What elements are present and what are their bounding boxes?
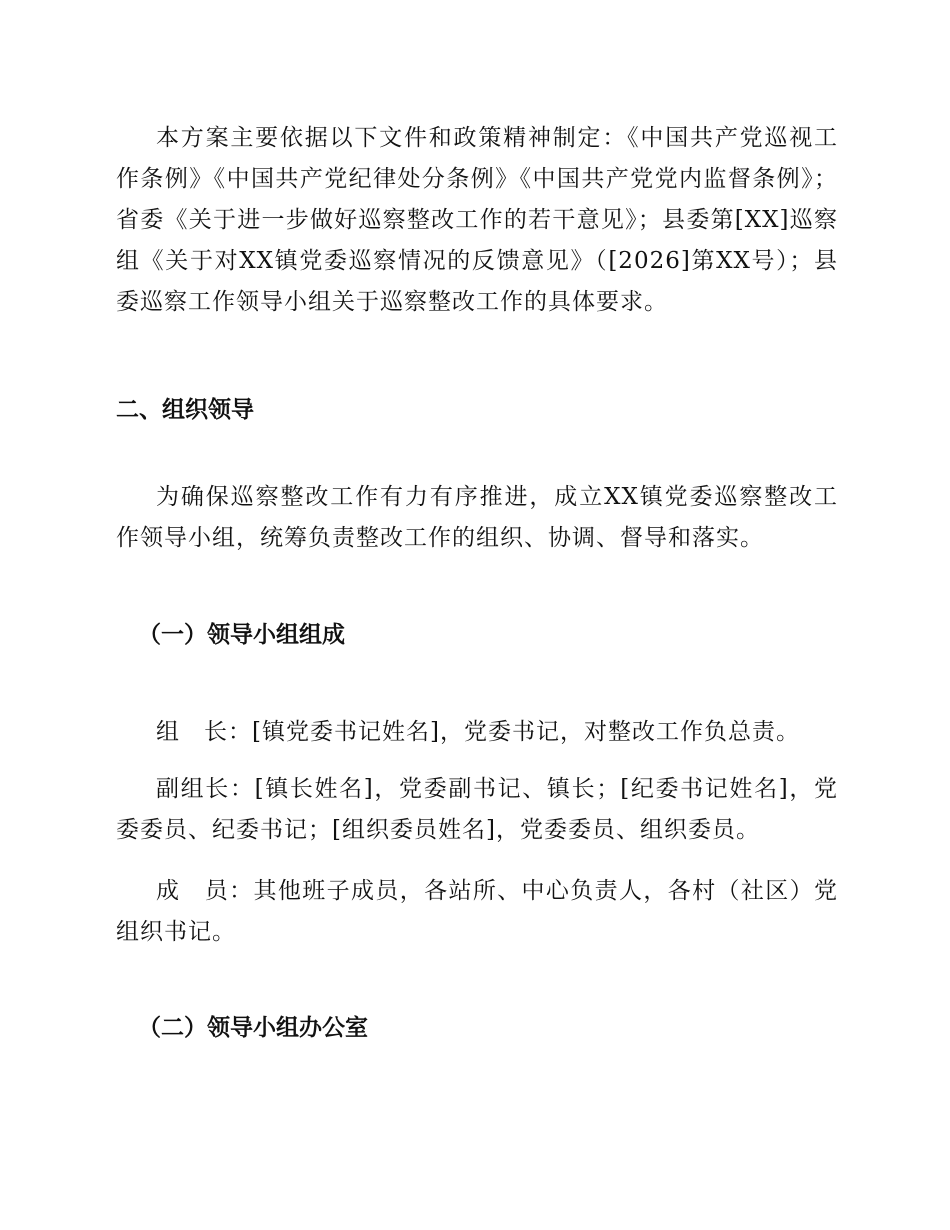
subsection-heading-group-composition: （一）领导小组组成: [138, 622, 345, 648]
members-line: 成 员：其他班子成员，各站所、中心负责人，各村（社区）党组织书记。: [116, 878, 838, 945]
section-heading-organization: 二、组织领导: [116, 397, 254, 423]
basis-paragraph: 本方案主要依据以下文件和政策精神制定：《中国共产党巡视工作条例》《中国共产党纪律处分条例》《中国共产党党内监督条例》；省委《关于进一步做好巡察整改工作的若干意见》；县委第[XX]巡察组《关于对XX镇党委巡察情况的反馈意见》（[2026]第XX号）；县委巡察工作领导小组关于巡察整改工作的具体要求。: [116, 125, 838, 315]
section-intro-paragraph: 为确保巡察整改工作有力有序推进，成立XX镇党委巡察整改工作领导小组，统筹负责整改工作的组织、协调、督导和落实。: [116, 484, 838, 551]
subsection-heading-group-office: （二）领导小组办公室: [138, 1015, 368, 1041]
group-leader-line: 组 长：[镇党委书记姓名]，党委书记，对整改工作负总责。: [156, 719, 800, 745]
deputy-leader-line: 副组长：[镇长姓名]，党委副书记、镇长；[纪委书记姓名]，党委委员、纪委书记；[组织委员姓名]，党委委员、组织委员。: [116, 776, 838, 843]
